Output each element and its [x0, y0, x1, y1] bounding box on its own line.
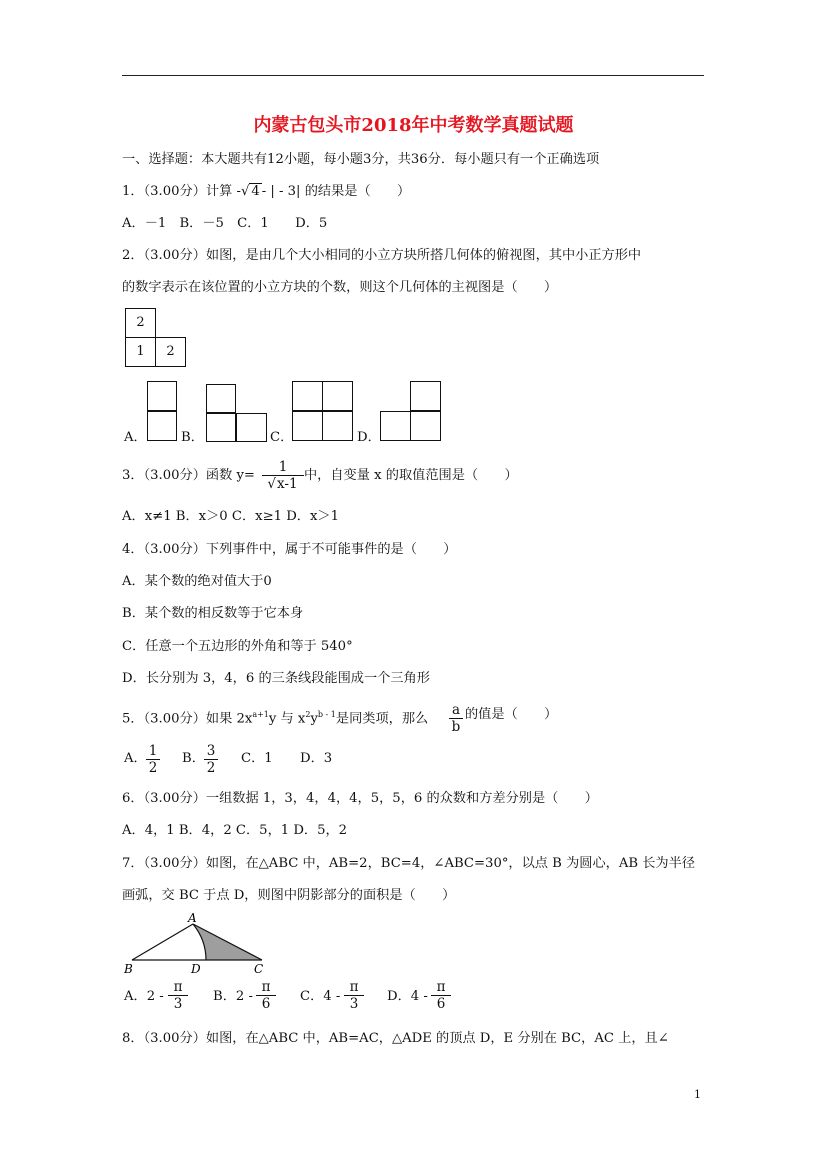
q5-denominator: b: [451, 719, 461, 735]
q2-option-c-label: C．: [270, 430, 294, 445]
q1-prefix: 1．（3.00分）计算 -: [122, 184, 241, 199]
top-view-cell: 1: [125, 337, 156, 367]
q3-radicand: x-1: [277, 476, 298, 492]
q5-numerator: a: [451, 702, 461, 718]
q7-option-c-label: C．4 -: [300, 989, 341, 1004]
question-1: [122, 182, 410, 202]
q1-options: A．－1 B．－5 C．1 D．5: [122, 216, 328, 231]
q6-options: A．4，1 B．4，2 C．5，1 D．5，2: [122, 823, 348, 838]
q5-exponent-1: a+1: [252, 710, 269, 719]
section-heading: 一、选择题：本大题共有12小题，每小题3分，共36分．每小题只有一个正确选项: [122, 152, 600, 167]
q5-part1: 5．（3.00分）如果 2x: [122, 711, 253, 727]
q5-exponent-2: 2: [305, 710, 311, 719]
q3-prefix: 3．（3.00分）函数 y=: [122, 468, 255, 483]
numerator: 3: [206, 743, 216, 759]
q7-option-d-fraction: [431, 980, 451, 1012]
q5-fraction: [449, 703, 463, 735]
q3-denominator: √x-1: [267, 476, 298, 492]
q7-stem-line1: 7．（3.00分）如图，在△ABC 中，AB=2，BC=4，∠ABC=30°，以点 B 为圆心，AB 长为半径: [122, 856, 695, 871]
q3-suffix: 中，自变量 x 的取值范围是（ ）: [304, 468, 518, 483]
page-title: 内蒙古包头市2018年中考数学真题试题: [253, 115, 574, 136]
q2-option-a-label: A．: [124, 430, 147, 445]
q2-option-c-figure: [292, 381, 354, 442]
q6-stem: 6．（3.00分）一组数据 1，3，4，4，4，5，5，6 的众数和方差分别是（ ）: [122, 791, 598, 806]
denominator: 6: [261, 996, 271, 1012]
q5-part4: 是同类项，那么: [335, 711, 429, 727]
q5-option-c: C．1: [241, 751, 273, 766]
q3-options: A．x≠1 B．x＞0 C．x≥1 D．x＞1: [122, 509, 339, 524]
page-number: 1: [694, 1088, 701, 1101]
q4-option-b: B．某个数的相反数等于它本身: [122, 606, 304, 621]
numerator: π: [173, 979, 183, 995]
q4-option-d: D．长分别为 3，4，6 的三条线段能围成一个三角形: [122, 671, 430, 686]
top-view-cell: 2: [125, 308, 156, 338]
numerator: 1: [148, 743, 158, 759]
q2-stem-line2: 的数字表示在该位置的小立方块的个数，则这个几何体的主视图是（ ）: [122, 280, 558, 295]
q5-exponent-3: b - 1: [317, 710, 336, 719]
q7-option-a-fraction: [168, 980, 188, 1012]
q7-option-a-label: A．2 -: [124, 989, 164, 1004]
denominator: 3: [173, 996, 183, 1012]
denominator: 2: [148, 760, 158, 776]
denominator: 3: [349, 996, 359, 1012]
q3-numerator: 1: [278, 459, 288, 475]
q7-option-b-label: B．2 -: [213, 989, 253, 1004]
q7-option-c-fraction: [344, 980, 364, 1012]
header-rule: [122, 75, 704, 76]
denominator: 2: [206, 760, 216, 776]
q5-option-b-fraction: [204, 744, 218, 776]
q3-fraction: [262, 460, 304, 492]
q5-part2: y 与 x: [268, 711, 306, 727]
vertex-label: C: [254, 962, 264, 976]
vertex-label: D: [191, 962, 201, 976]
numerator: π: [261, 979, 271, 995]
q4-stem: 4．（3.00分）下列事件中，属于不可能事件的是（ ）: [122, 542, 457, 557]
q2-option-a-figure: [147, 381, 178, 442]
denominator: 6: [436, 996, 446, 1012]
vertex-label: A: [188, 911, 197, 925]
top-view-cell: 2: [155, 337, 186, 367]
q4-option-c: C．任意一个五边形的外角和等于 540°: [122, 639, 353, 654]
q2-option-d-figure: [380, 381, 442, 442]
q5-part3: y: [310, 711, 318, 727]
q2-option-b-figure: [206, 384, 268, 443]
q8-stem-line1: 8．（3.00分）如图，在△ABC 中，AB=AC，△ADE 的顶点 D，E 分别在 BC，AC 上，且∠: [122, 1031, 669, 1046]
q5-option-a-label: A．: [124, 751, 147, 766]
q7-stem-line2: 画弧，交 BC 于点 D，则图中阴影部分的面积是（ ）: [122, 888, 456, 903]
q2-option-d-label: D．: [357, 430, 381, 445]
q5-option-b-label: B．: [182, 751, 205, 766]
q1-suffix: - | - 3| 的结果是（ ）: [261, 184, 411, 199]
numerator: π: [436, 979, 446, 995]
q5-option-a-fraction: [146, 744, 160, 776]
q5-option-d: D．3: [300, 751, 333, 766]
sqrt-symbol: √ 4: [240, 184, 260, 199]
numerator: π: [349, 979, 359, 995]
q2-option-b-label: B．: [181, 430, 204, 445]
q5-suffix: 的值是（ ）: [465, 707, 558, 722]
vertex-label: B: [124, 962, 133, 976]
q4-option-a: A．某个数的绝对值大于0: [122, 574, 272, 589]
q7-option-b-fraction: [256, 980, 276, 1012]
q1-sqrt-arg: 4: [251, 184, 260, 199]
q7-triangle-figure: [120, 910, 280, 980]
q5-stem: [122, 705, 428, 729]
q2-stem-line1: 2．（3.00分）如图，是由几个大小相同的小立方块所搭几何体的俯视图，其中小正方形中: [122, 248, 642, 263]
q7-option-d-label: D．4 -: [387, 989, 428, 1004]
